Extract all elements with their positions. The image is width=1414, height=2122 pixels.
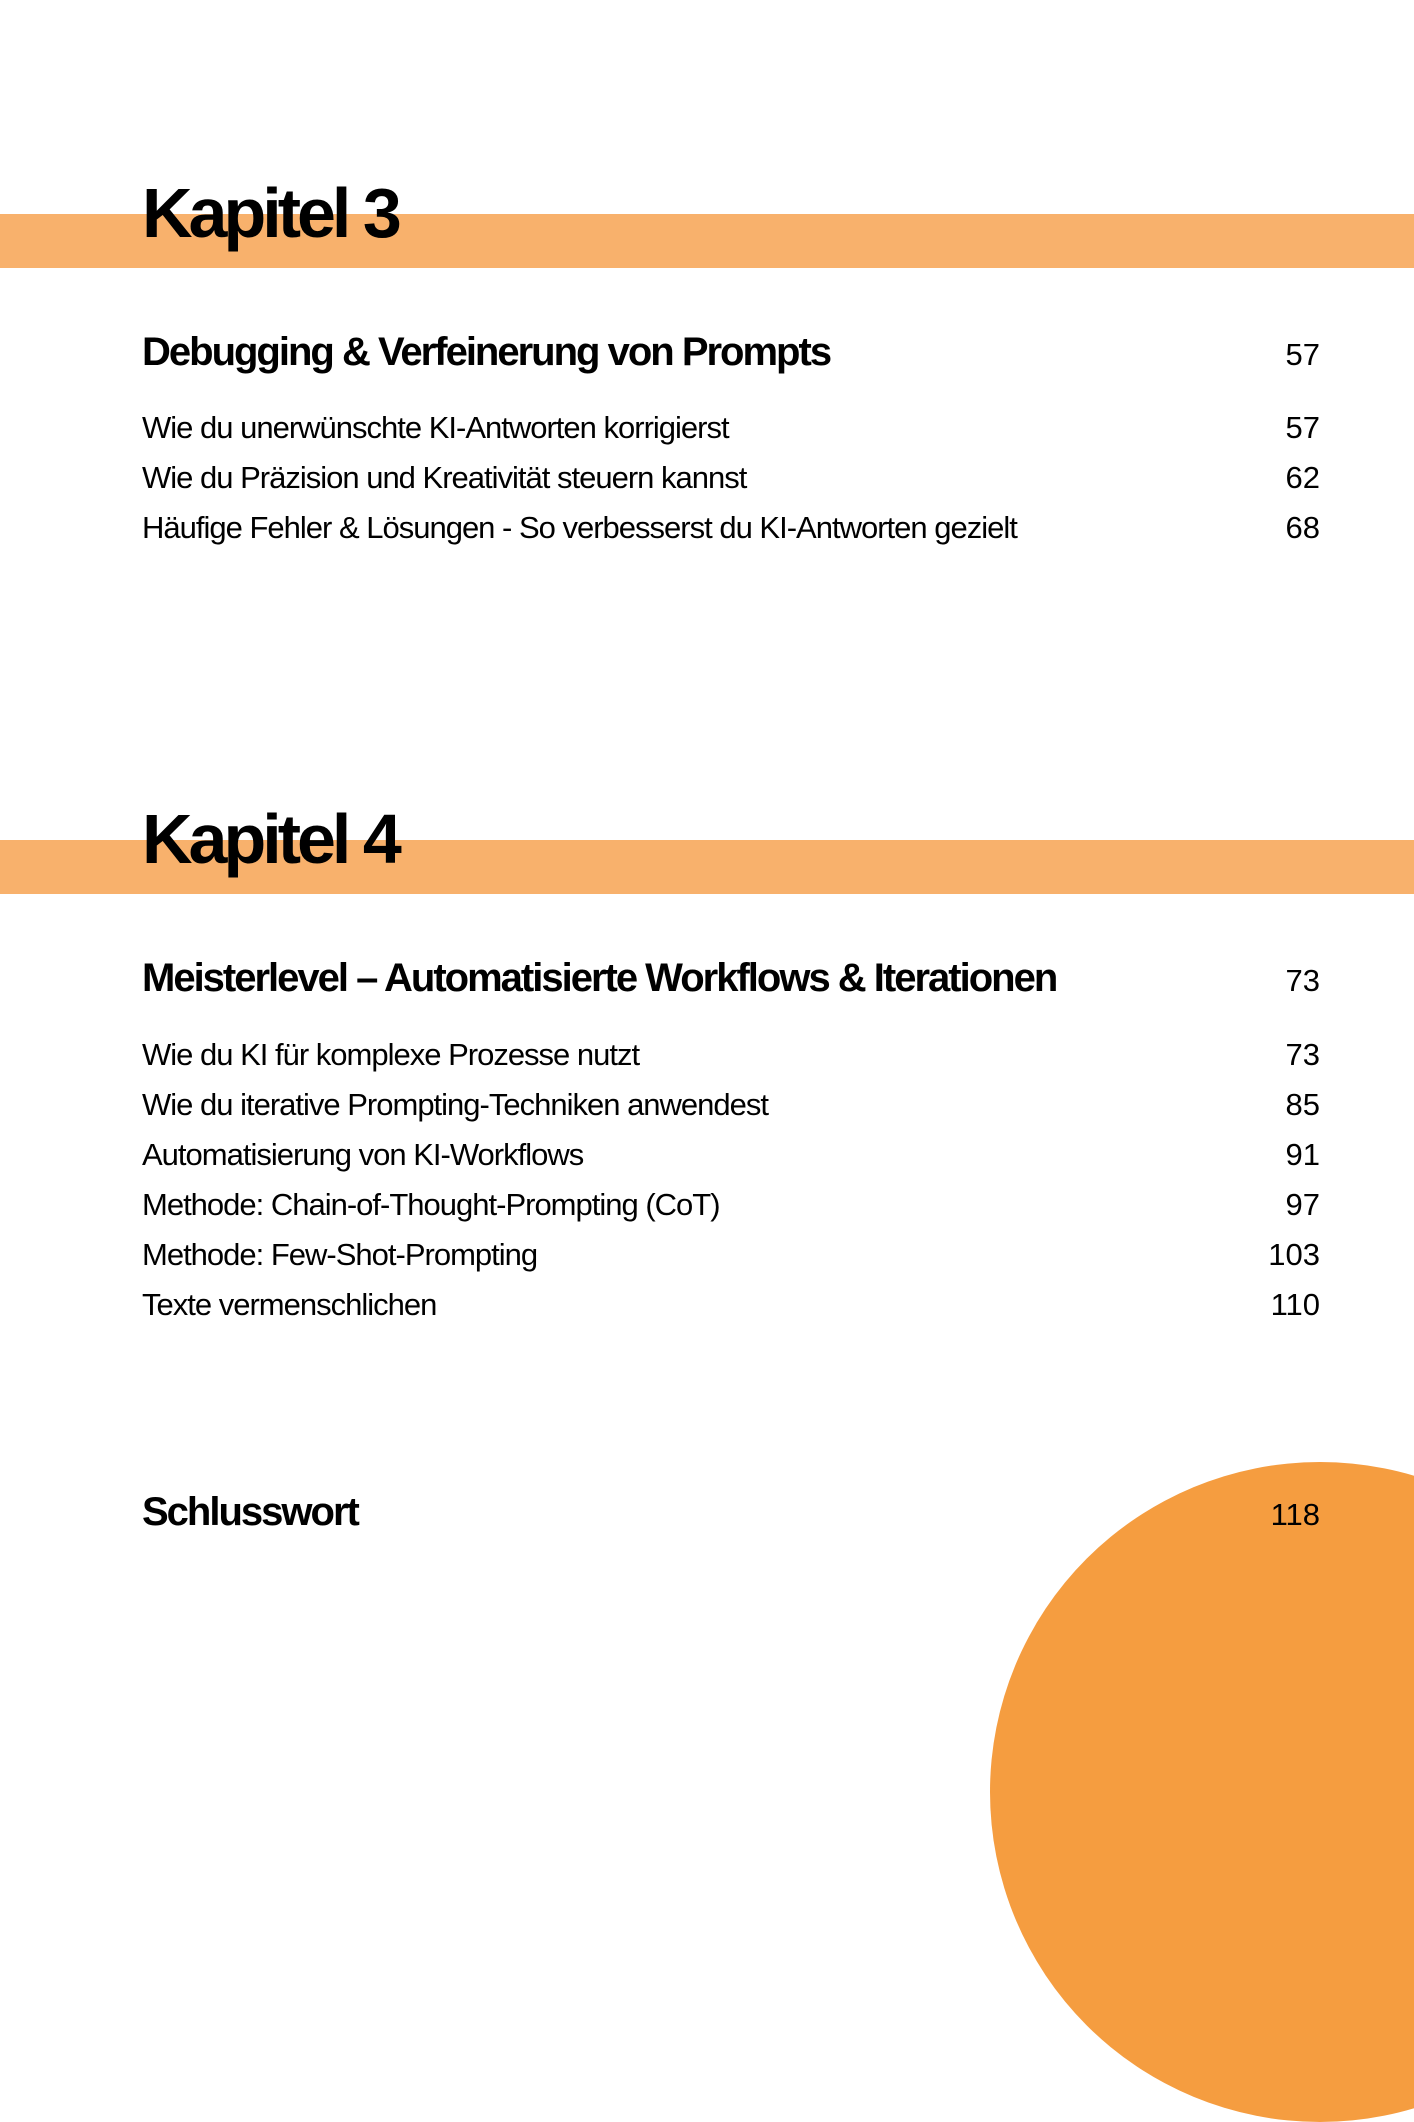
page-number: 73 xyxy=(1285,963,1320,998)
entry-title: Methode: Chain-of-Thought-Prompting (CoT) xyxy=(142,1187,720,1222)
entry-title: Wie du KI für komplexe Prozesse nutzt xyxy=(142,1037,640,1072)
page-number: 73 xyxy=(1285,1037,1320,1072)
page-number: 57 xyxy=(1285,337,1320,372)
chapter-3-section-heading[interactable] xyxy=(142,330,1320,375)
section-title: Meisterlevel – Automatisierte Workflows & Iterationen xyxy=(142,956,1057,1000)
entry-title: Automatisierung von KI-Workflows xyxy=(142,1137,584,1172)
section-title: Schlusswort xyxy=(142,1490,358,1534)
toc-entry[interactable] xyxy=(142,460,1320,496)
chapter-4-title: Kapitel 4 xyxy=(142,800,398,878)
page-number: 85 xyxy=(1285,1087,1320,1122)
page-number: 97 xyxy=(1285,1187,1320,1222)
toc-entry[interactable] xyxy=(142,1137,1320,1173)
entry-title: Methode: Few-Shot-Prompting xyxy=(142,1237,538,1272)
page-number: 91 xyxy=(1285,1137,1320,1172)
page-number: 110 xyxy=(1270,1287,1320,1322)
page-number: 103 xyxy=(1268,1237,1320,1272)
section-title: Debugging & Verfeinerung von Prompts xyxy=(142,330,831,374)
toc-entry[interactable] xyxy=(142,1237,1320,1273)
toc-entry[interactable] xyxy=(142,1087,1320,1123)
entry-title: Wie du iterative Prompting-Techniken anwendest xyxy=(142,1087,769,1122)
closing-heading[interactable] xyxy=(142,1490,1320,1535)
chapter-3-title: Kapitel 3 xyxy=(142,174,398,252)
page-number: 118 xyxy=(1270,1497,1320,1532)
decorative-orange-circle xyxy=(990,1462,1414,2122)
toc-entry[interactable] xyxy=(142,1187,1320,1223)
toc-entry[interactable] xyxy=(142,510,1320,546)
page-number: 57 xyxy=(1285,410,1320,445)
entry-title: Texte vermenschlichen xyxy=(142,1287,437,1322)
toc-entry[interactable] xyxy=(142,410,1320,446)
entry-title: Wie du unerwünschte KI-Antworten korrigierst xyxy=(142,410,729,445)
entry-title: Wie du Präzision und Kreativität steuern kannst xyxy=(142,460,747,495)
page-number: 62 xyxy=(1285,460,1320,495)
page-number: 68 xyxy=(1285,510,1320,545)
toc-entry[interactable] xyxy=(142,1037,1320,1073)
entry-title: Häufige Fehler & Lösungen - So verbesserst du KI-Antworten gezielt xyxy=(142,510,1017,545)
toc-entry[interactable] xyxy=(142,1287,1320,1323)
chapter-4-section-heading[interactable] xyxy=(142,956,1320,1001)
